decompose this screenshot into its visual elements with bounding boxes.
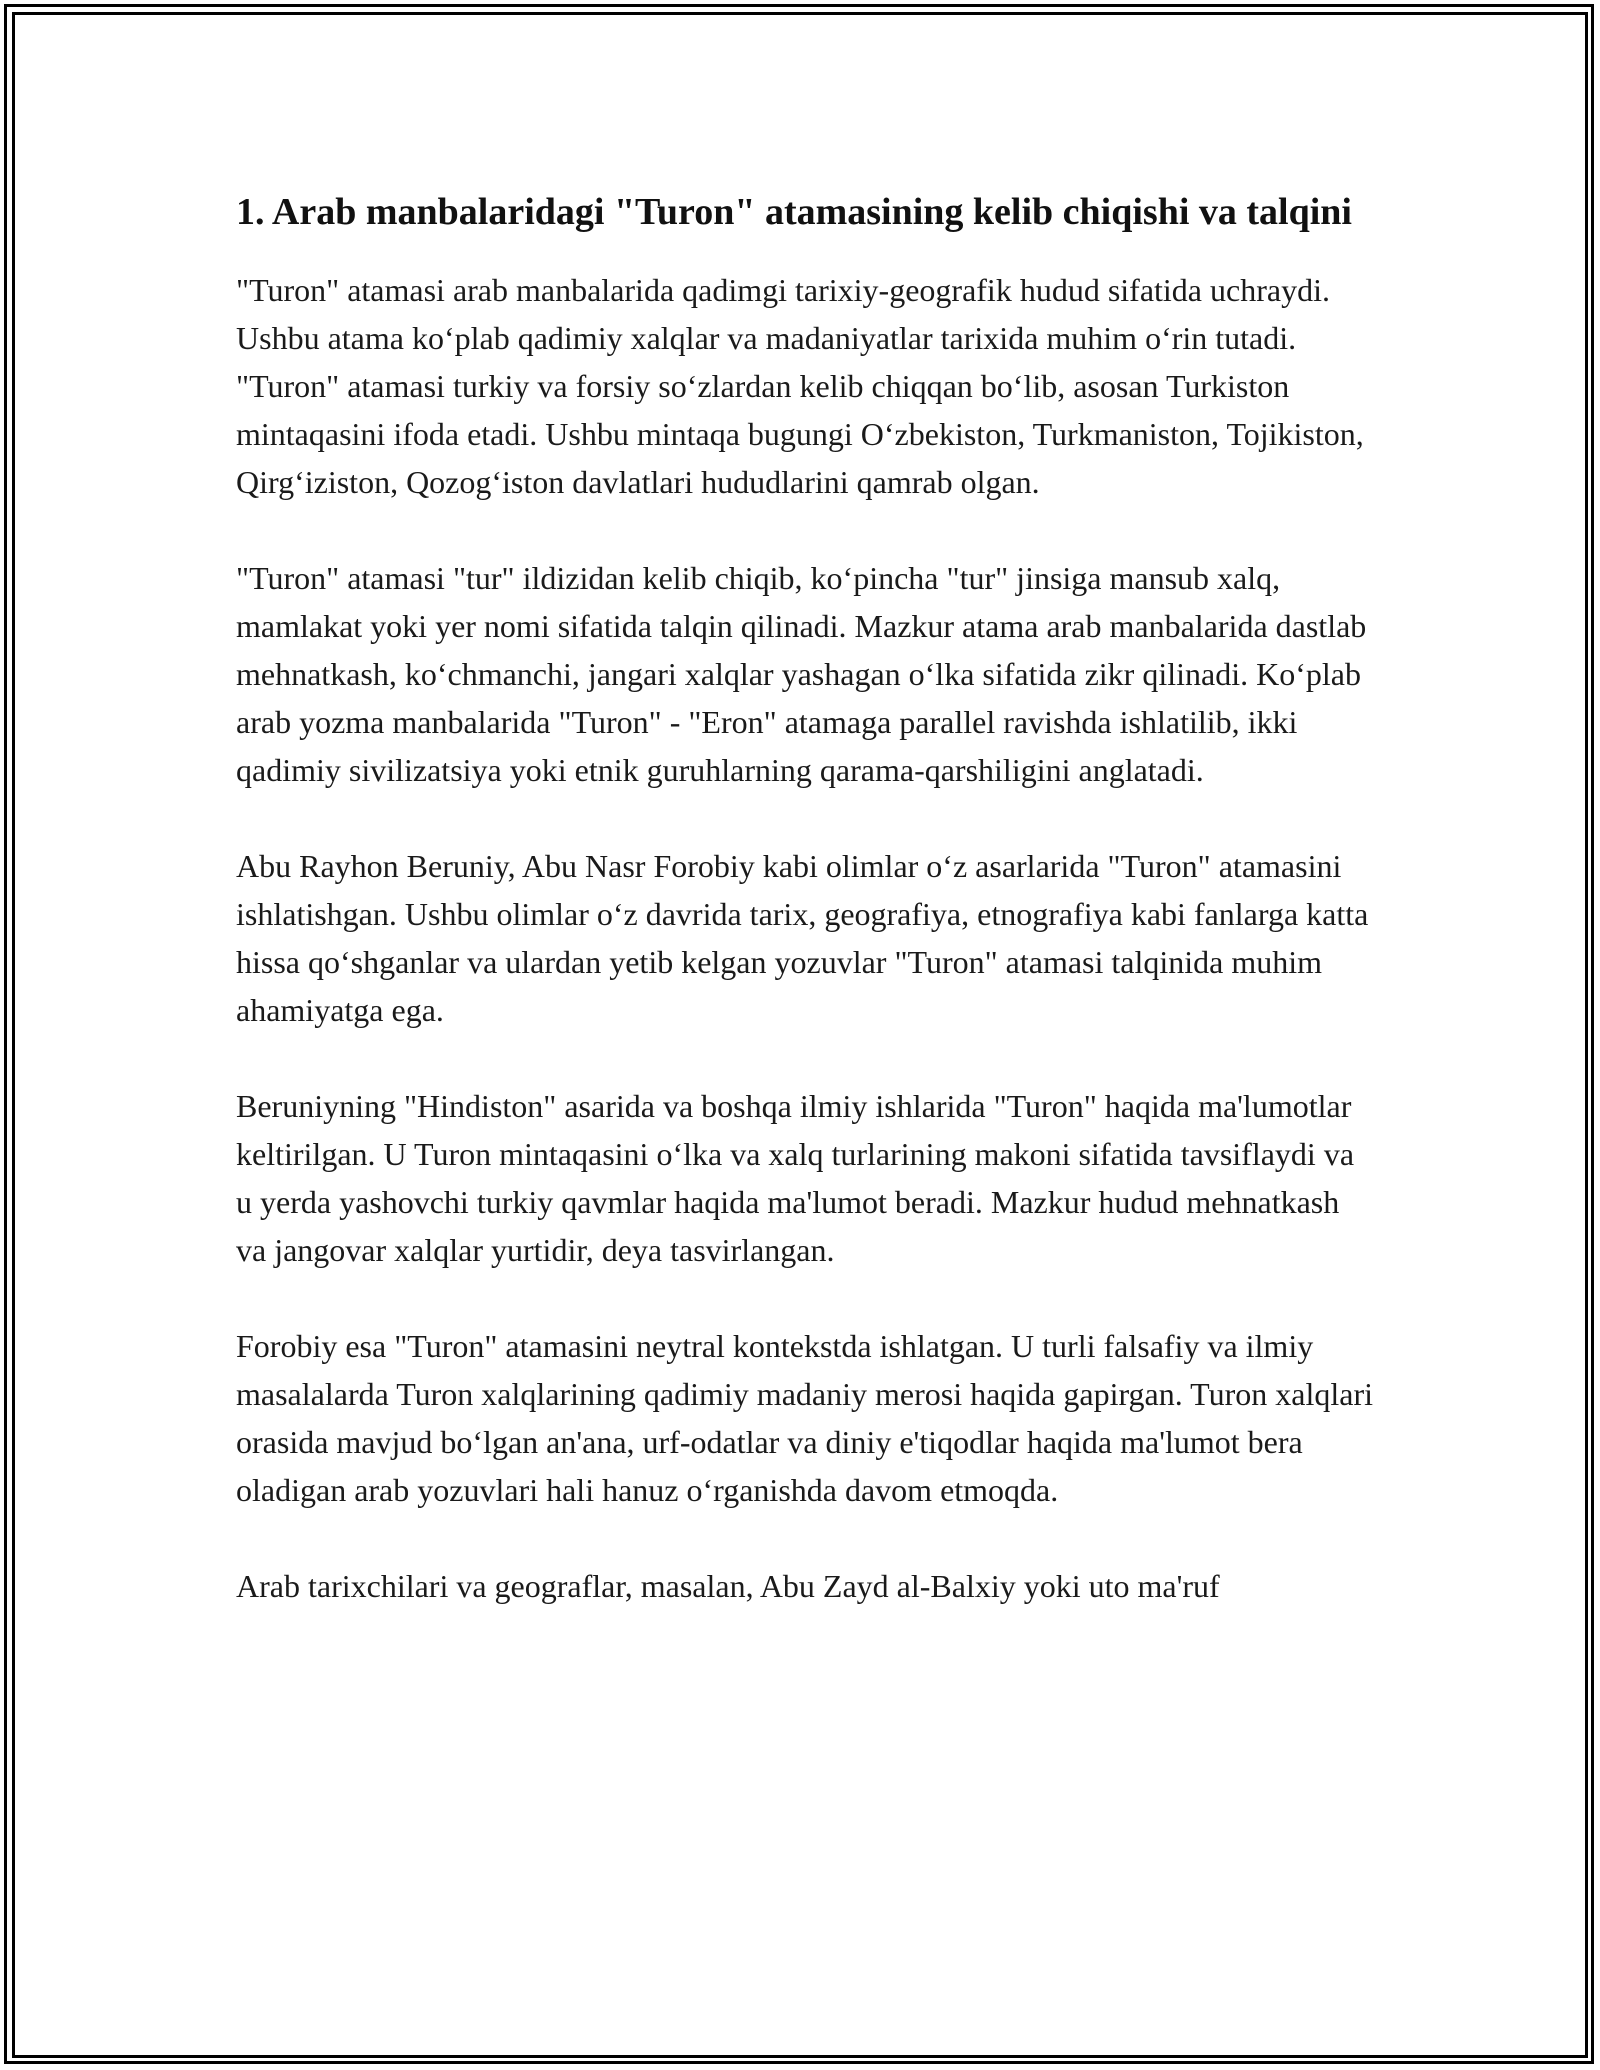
paragraph-2: "Turon" atamasi "tur" ildizidan kelib chiqib, koʻpincha "tur" jinsiga mansub xalq, mamlakat yoki yer nomi sifatida talqin qilinadi. Mazkur atama arab manbalarida dastlab mehnatkash, koʻchmanchi, jangari xalqlar yashagan oʻlka sifatida zikr qilinadi. Koʻplab arab yozma manbalarida "Turon" - "Eron" atamaga parallel ravishda ishlatilib, ikki qadimiy sivilizatsiya yoki etnik guruhlarning qarama-qarshiligini anglatadi. bbox=[236, 560, 1367, 788]
section-heading: 1. Arab manbalaridagi "Turon" atamasining kelib chiqishi va talqini bbox=[236, 191, 1352, 233]
document-body bbox=[236, 184, 1376, 1610]
paragraph-4: Beruniyning "Hindiston" asarida va boshqa ilmiy ishlarida "Turon" haqida ma'lumotlar keltirilgan. U Turon mintaqasini oʻlka va xalq turlarining makoni sifatida tavsiflaydi va u yerda yashovchi turkiy qavmlar haqida ma'lumot beradi. Mazkur hudud mehnatkash va jangovar xalqlar yurtidir, deya tasvirlangan. bbox=[236, 1088, 1355, 1268]
paragraph-1: "Turon" atamasi arab manbalarida qadimgi tarixiy-geografik hudud sifatida uchraydi. Ushbu atama koʻplab qadimiy xalqlar va madaniyatlar tarixida muhim oʻrin tutadi. "Turon" atamasi turkiy va forsiy soʻzlardan kelib chiqqan boʻlib, asosan Turkiston mintaqasini ifoda etadi. Ushbu mintaqa bugungi Oʻzbekiston, Turkmaniston, Tojikiston, Qirgʻiziston, Qozogʻiston davlatlari hududlarini qamrab olgan. bbox=[236, 272, 1364, 500]
paragraph-3: Abu Rayhon Beruniy, Abu Nasr Forobiy kabi olimlar oʻz asarlarida "Turon" atamasini ishlatishgan. Ushbu olimlar oʻz davrida tarix, geografiya, etnografiya kabi fanlarga katta hissa qoʻshganlar va ulardan yetib kelgan yozuvlar "Turon" atamasi talqinida muhim ahamiyatga ega. bbox=[236, 848, 1369, 1028]
paragraph-6: Arab tarixchilari va geograflar, masalan, Abu Zayd al-Balxiy yoki uto ma'ruf bbox=[236, 1568, 1220, 1604]
paragraph-5: Forobiy esa "Turon" atamasini neytral kontekstda ishlatgan. U turli falsafiy va ilmiy masalalarda Turon xalqlarining qadimiy madaniy merosi haqida gapirgan. Turon xalqlari orasida mavjud boʻlgan an'ana, urf-odatlar va diniy e'tiqodlar haqida ma'lumot bera oladigan arab yozuvlari hali hanuz oʻrganishda davom etmoqda. bbox=[236, 1328, 1373, 1508]
